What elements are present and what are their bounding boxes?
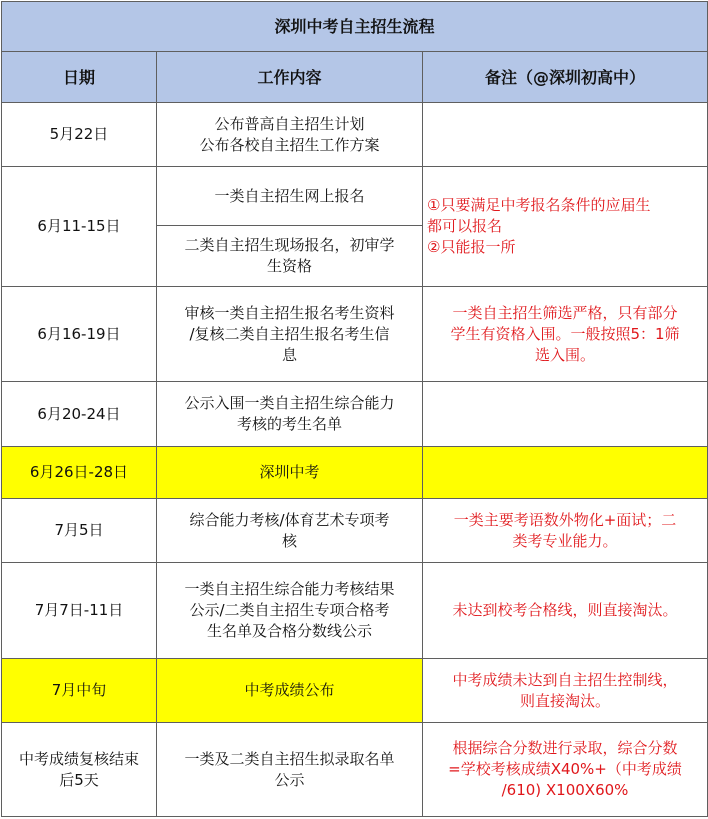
- table-row: [2, 167, 708, 226]
- date-cell: 6月16-19日: [2, 287, 157, 382]
- date-cell: 7月7日-11日: [2, 563, 157, 659]
- content-cell: 综合能力考核/体育艺术专项考 核: [157, 499, 423, 563]
- table-row-highlighted: [2, 447, 708, 499]
- table-row: [2, 103, 708, 167]
- note-cell: 一类主要考语数外物化+面试；二 类考专业能力。: [423, 499, 708, 563]
- admission-process-table: [1, 1, 708, 817]
- date-cell: 5月22日: [2, 103, 157, 167]
- table-row: [2, 723, 708, 817]
- date-cell: 中考成绩复核结束 后5天: [2, 723, 157, 817]
- note-cell: 中考成绩未达到自主招生控制线， 则直接淘汰。: [423, 659, 708, 723]
- content-cell: 深圳中考: [157, 447, 423, 499]
- note-cell: [423, 103, 708, 167]
- content-cell: 一类自主招生综合能力考核结果 公示/二类自主招生专项合格考 生名单及合格分数线公示: [157, 563, 423, 659]
- header-content: 工作内容: [157, 52, 423, 103]
- table-row: [2, 287, 708, 382]
- note-cell: [423, 382, 708, 447]
- header-date: 日期: [2, 52, 157, 103]
- date-cell: 7月中旬: [2, 659, 157, 723]
- note-cell: 根据综合分数进行录取，综合分数 =学校考核成绩X40%+（中考成绩 /610) X100X60%: [423, 723, 708, 817]
- date-cell: 6月26日-28日: [2, 447, 157, 499]
- table-row: [2, 499, 708, 563]
- table-row: [2, 382, 708, 447]
- note-cell: ①只要满足中考报名条件的应届生 都可以报名 ②只能报一所: [423, 167, 708, 287]
- date-cell: 7月5日: [2, 499, 157, 563]
- note-cell: [423, 447, 708, 499]
- content-cell: 公布普高自主招生计划 公布各校自主招生工作方案: [157, 103, 423, 167]
- table-row-highlighted: [2, 659, 708, 723]
- table-row: [2, 563, 708, 659]
- date-cell: 6月11-15日: [2, 167, 157, 287]
- content-cell: 一类自主招生网上报名: [157, 167, 423, 226]
- content-cell: 公示入围一类自主招生综合能力 考核的考生名单: [157, 382, 423, 447]
- header-note: 备注（@深圳初高中）: [423, 52, 708, 103]
- note-cell: 一类自主招生筛选严格，只有部分 学生有资格入围。一般按照5：1筛 选入围。: [423, 287, 708, 382]
- content-cell: 审核一类自主招生报名考生资料 /复核二类自主招生报名考生信 息: [157, 287, 423, 382]
- date-cell: 6月20-24日: [2, 382, 157, 447]
- content-cell: 一类及二类自主招生拟录取名单 公示: [157, 723, 423, 817]
- note-cell: 未达到校考合格线，则直接淘汰。: [423, 563, 708, 659]
- table-title: 深圳中考自主招生流程: [2, 2, 708, 52]
- content-cell: 中考成绩公布: [157, 659, 423, 723]
- content-cell: 二类自主招生现场报名，初审学 生资格: [157, 226, 423, 287]
